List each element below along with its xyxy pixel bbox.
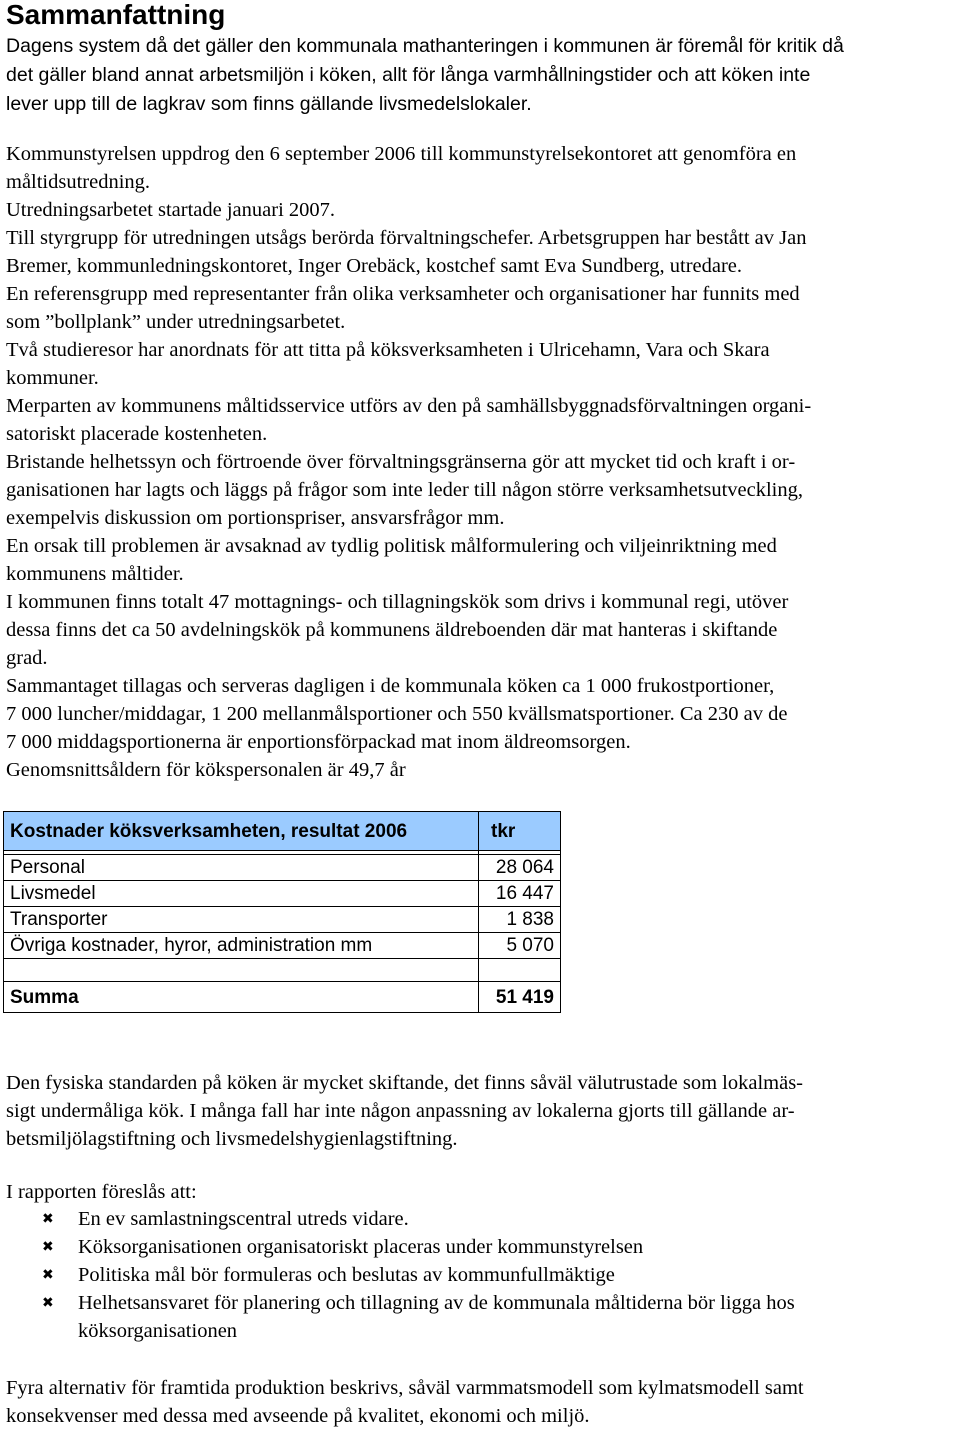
text-line: kommuner. [6, 367, 99, 389]
table-row [4, 881, 561, 907]
text-line: kommunens måltider. [6, 563, 184, 585]
row-label: Transporter [4, 907, 479, 933]
total-label: Summa [4, 982, 479, 1013]
list-item [6, 1233, 795, 1261]
text-line: 7 000 luncher/middagar, 1 200 mellanmålsportioner och 550 kvällsmatsportioner. Ca 230 av de [6, 703, 788, 725]
row-label: Personal [4, 855, 479, 881]
row-value: 16 447 [479, 881, 561, 907]
text-line: Bremer, kommunledningskontoret, Inger Orebäck, kostchef samt Eva Sundberg, utredare. [6, 255, 743, 277]
total-value: 51 419 [479, 982, 561, 1013]
text-line: Genomsnittsåldern för kökspersonalen är 49,7 år [6, 759, 406, 781]
text-line: En orsak till problemen är avsaknad av tydlig politisk målformulering och viljeinriktning med [6, 535, 777, 557]
text-line: sigt undermåliga kök. I många fall har inte någon anpassning av lokalerna gjorts till gällande ar- [6, 1100, 795, 1122]
row-label: Livsmedel [4, 881, 479, 907]
text-line: dessa finns det ca 50 avdelningskök på kommunens äldreboenden där mat hanteras i skiftande [6, 619, 778, 641]
text-line: En referensgrupp med representanter från olika verksamheter och organisationer har funnits med [6, 283, 800, 305]
text-line: Merparten av kommunens måltidsservice utförs av den på samhällsbyggnadsförvaltningen organi- [6, 395, 812, 417]
list-item-text: köksorganisationen [78, 1320, 238, 1342]
row-value: 28 064 [479, 855, 561, 881]
text-line: Till styrgrupp för utredningen utsågs berörda förvaltningschefer. Arbetsgruppen har bestått av Jan [6, 227, 807, 249]
table-row [4, 855, 561, 881]
text-line: Fyra alternativ för framtida produktion beskrivs, såväl varmmatsmodell som kylmatsmodell samt [6, 1377, 804, 1399]
text-line: det gäller bland annat arbetsmiljön i köken, allt för långa varmhållningstider och att köken inte [6, 64, 811, 86]
cost-table [3, 811, 561, 1013]
cross-bullet-icon: ✖ [42, 1239, 54, 1255]
list-item-text: Köksorganisationen organisatoriskt placeras under kommunstyrelsen [78, 1236, 644, 1258]
standard-paragraph [6, 1069, 956, 1153]
table-row [4, 933, 561, 959]
table-header-row [4, 812, 561, 851]
list-item-text: En ev samlastningscentral utreds vidare. [78, 1208, 409, 1230]
table-total-row [4, 982, 561, 1013]
list-item [6, 1289, 795, 1345]
proposal-intro [6, 1178, 956, 1206]
page-title: Sammanfattning [6, 0, 226, 30]
proposal-list [6, 1205, 795, 1345]
text-line: betsmiljölagstiftning och livsmedelshygienlagstiftning. [6, 1128, 458, 1150]
text-line: ganisationen har lagts och läggs på frågor som inte leder till någon större verksamhetsutveckling, [6, 479, 803, 501]
cross-bullet-icon: ✖ [42, 1267, 54, 1283]
list-item [6, 1205, 795, 1233]
text-line: måltidsutredning. [6, 171, 151, 193]
text-line: som ”bollplank” under utredningsarbetet. [6, 311, 346, 333]
cross-bullet-icon: ✖ [42, 1295, 54, 1311]
body-paragraphs [6, 140, 956, 784]
table-row [4, 907, 561, 933]
text-line: I rapporten föreslås att: [6, 1181, 197, 1203]
list-item-text: Politiska mål bör formuleras och beslutas av kommunfullmäktige [78, 1264, 615, 1286]
text-line: Bristande helhetssyn och förtroende över förvaltningsgränserna gör att mycket tid och kraft i or- [6, 451, 796, 473]
text-line: I kommunen finns totalt 47 mottagnings- och tillagningskök som drivs i kommunal regi, utöver [6, 591, 789, 613]
cross-bullet-icon: ✖ [42, 1211, 54, 1227]
text-line: 7 000 middagsportionerna är enportionsförpackad mat inom äldreomsorgen. [6, 731, 631, 753]
list-item [6, 1261, 795, 1289]
closing-paragraph [6, 1374, 956, 1430]
row-value: 5 070 [479, 933, 561, 959]
text-line: Två studieresor har anordnats för att titta på köksverksamheten i Ulricehamn, Vara och Skara [6, 339, 770, 361]
text-line: Utredningsarbetet startade januari 2007. [6, 199, 336, 221]
intro-paragraph [6, 32, 956, 119]
text-line: Den fysiska standarden på köken är mycket skiftande, det finns såväl välutrustade som lokalmäs- [6, 1072, 803, 1094]
text-line: Kommunstyrelsen uppdrog den 6 september 2006 till kommunstyrelsekontoret att genomföra en [6, 143, 797, 165]
text-line: lever upp till de lagkrav som finns gällande livsmedelslokaler. [6, 93, 532, 115]
text-line: konsekvenser med dessa med avseende på kvalitet, ekonomi och miljö. [6, 1405, 590, 1427]
table-header-unit: tkr [479, 812, 561, 851]
table-empty-row [4, 959, 561, 982]
text-line: Dagens system då det gäller den kommunala mathanteringen i kommunen är föremål för kritik då [6, 35, 844, 57]
text-line: Sammantaget tillagas och serveras dagligen i de kommunala köken ca 1 000 frukostportioner, [6, 675, 775, 697]
list-item-text: Helhetsansvaret för planering och tillagning av de kommunala måltiderna bör ligga hos [78, 1292, 795, 1314]
table-header-label: Kostnader köksverksamheten, resultat 2006 [4, 812, 479, 851]
text-line: grad. [6, 647, 48, 669]
text-line: exempelvis diskussion om portionspriser, ansvarsfrågor mm. [6, 507, 505, 529]
row-label: Övriga kostnader, hyror, administration mm [4, 933, 479, 959]
row-value: 1 838 [479, 907, 561, 933]
text-line: satoriskt placerade kostenheten. [6, 423, 268, 445]
